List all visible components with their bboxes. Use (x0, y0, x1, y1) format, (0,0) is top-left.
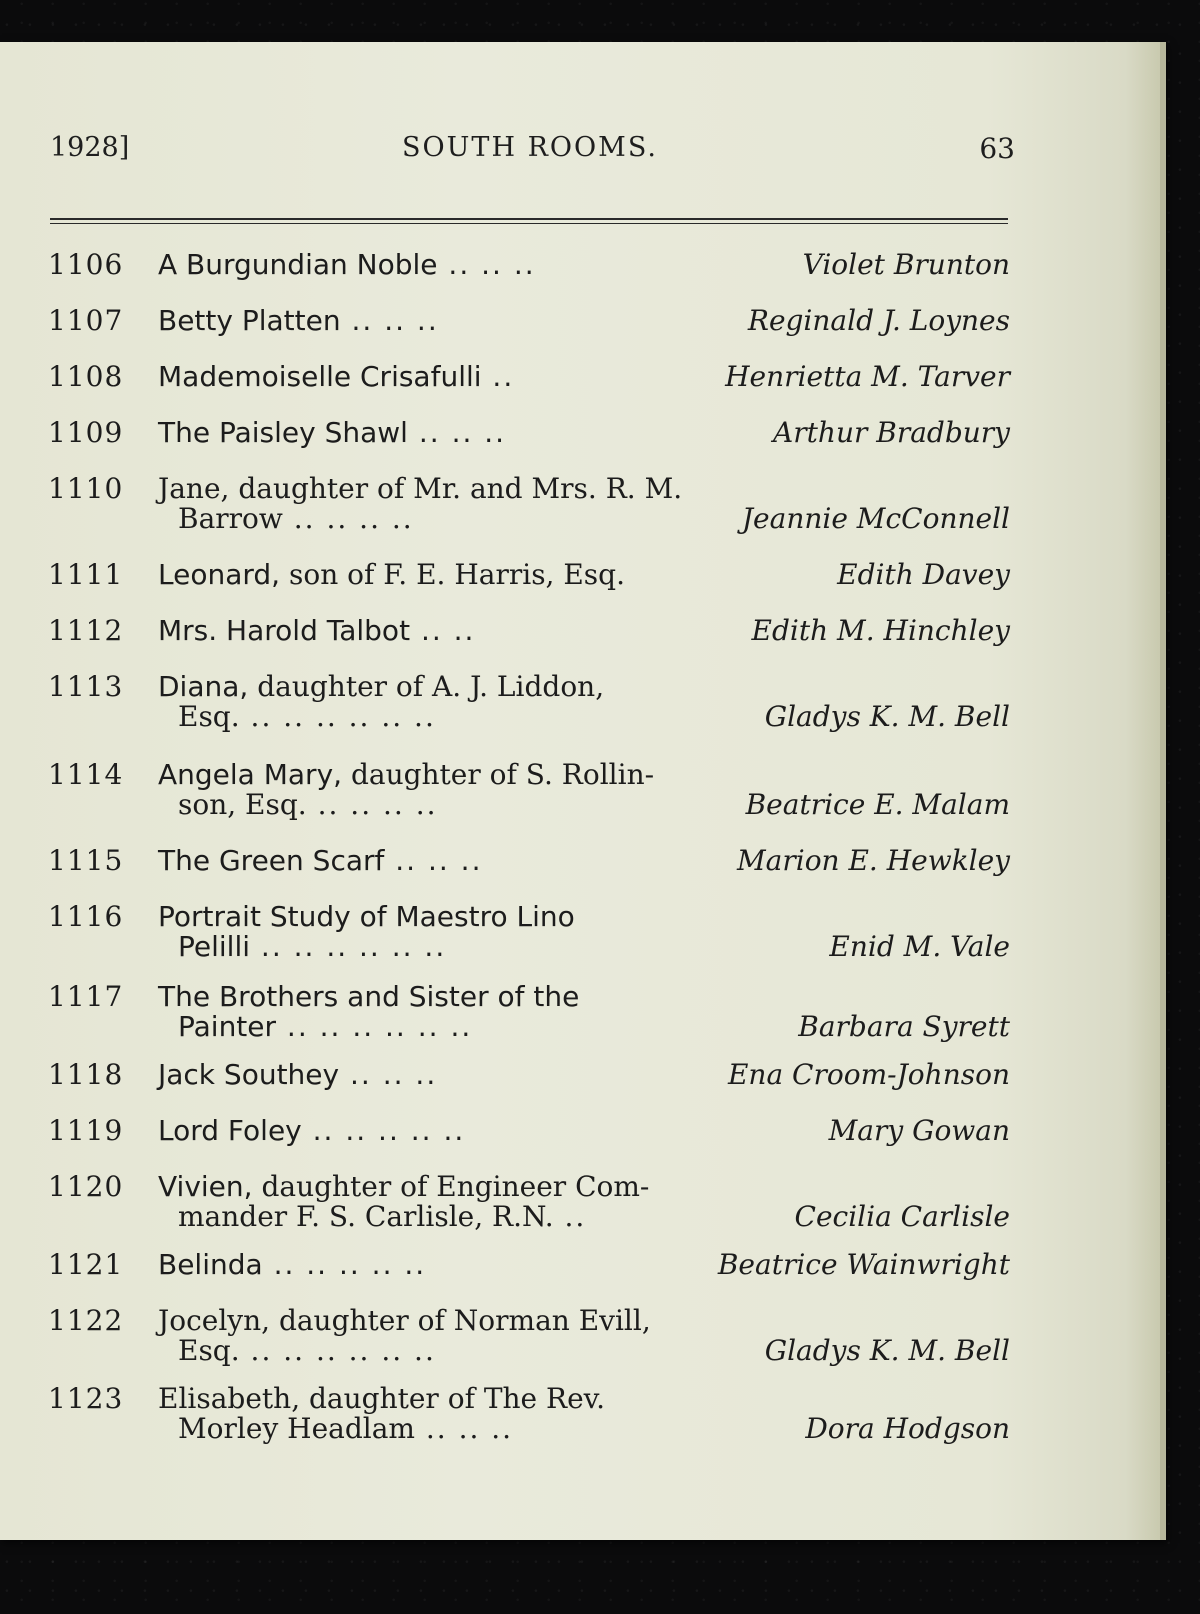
entry-title-continued: Barrow .. .. .. .. (178, 502, 414, 535)
entry-title: Mrs. Harold Talbot .. .. (158, 614, 476, 647)
header-year: 1928] (50, 132, 130, 163)
entry-number: 1121 (48, 1248, 124, 1281)
entry-number: 1109 (48, 416, 124, 449)
header-rule-thin (50, 223, 1008, 224)
entry-title-continued: Esq. .. .. .. .. .. .. (178, 1334, 436, 1367)
entry-number: 1122 (48, 1304, 124, 1337)
entry-artist: Dora Hodgson (805, 1412, 1010, 1445)
entry-title: The Paisley Shawl .. .. .. (158, 416, 507, 449)
leader-dots: .. .. .. (384, 844, 483, 877)
entry-title-continued: Morley Headlam .. .. .. (178, 1412, 514, 1445)
entry-artist: Edith Davey (837, 558, 1010, 591)
header-rule-thick (50, 218, 1008, 220)
entry-title: Jocelyn, daughter of Norman Evill, (158, 1304, 651, 1337)
entry-artist: Cecilia Carlisle (794, 1200, 1010, 1233)
entry-title: Mademoiselle Crisafulli .. (158, 360, 515, 393)
entry-artist: Henrietta M. Tarver (725, 360, 1010, 393)
entry-title-continued: Painter .. .. .. .. .. .. (178, 1010, 473, 1043)
entry-artist: Ena Croom-Johnson (727, 1058, 1010, 1091)
entry-title: Belinda .. .. .. .. .. (158, 1248, 427, 1281)
entry-artist: Reginald J. Loynes (747, 304, 1010, 337)
leader-dots: .. .. .. .. .. .. (239, 700, 436, 733)
page-header (50, 132, 1015, 176)
entry-artist: Arthur Bradbury (773, 416, 1010, 449)
leader-dots: .. .. .. (340, 304, 439, 337)
entry-title: Betty Platten .. .. .. (158, 304, 439, 337)
leader-dots: .. .. .. .. .. (262, 1248, 427, 1281)
entry-number: 1117 (48, 980, 124, 1013)
entry-artist: Jeannie McConnell (741, 502, 1010, 535)
entry-title: Diana, daughter of A. J. Liddon, (158, 670, 605, 703)
entry-artist: Edith M. Hinchley (751, 614, 1010, 647)
entry-artist: Mary Gowan (828, 1114, 1010, 1147)
entry-number: 1118 (48, 1058, 124, 1091)
leader-dots: .. .. .. .. (282, 502, 414, 535)
entry-title-continued: Esq. .. .. .. .. .. .. (178, 700, 436, 733)
entry-title: Angela Mary, daughter of S. Rollin- (158, 758, 655, 791)
entry-number: 1116 (48, 900, 124, 933)
entry-title-continued: Pelilli .. .. .. .. .. .. (178, 930, 447, 963)
entry-number: 1123 (48, 1382, 124, 1415)
entry-title: Vivien, daughter of Engineer Com- (158, 1170, 650, 1203)
entry-title: Jane, daughter of Mr. and Mrs. R. M. (158, 472, 683, 505)
header-page-number: 63 (979, 132, 1015, 165)
entry-number: 1111 (48, 558, 124, 591)
entry-title: Leonard, son of F. E. Harris, Esq. (158, 558, 625, 591)
entry-artist: Enid M. Vale (829, 930, 1010, 963)
entry-number: 1110 (48, 472, 124, 505)
leader-dots: .. .. .. (414, 1412, 514, 1445)
entry-artist: Gladys K. M. Bell (764, 1334, 1010, 1367)
entry-title-continued: mander F. S. Carlisle, R.N. .. (178, 1200, 587, 1233)
leader-dots: .. .. .. (407, 416, 507, 449)
entry-artist: Violet Brunton (802, 248, 1010, 281)
entry-number: 1120 (48, 1170, 124, 1203)
entry-artist: Beatrice E. Malam (745, 788, 1010, 821)
entry-number: 1119 (48, 1114, 124, 1147)
leader-dots: .. (553, 1200, 587, 1233)
leader-dots: .. .. .. .. (306, 788, 438, 821)
entry-artist: Gladys K. M. Bell (764, 700, 1010, 733)
entry-artist: Marion E. Hewkley (737, 844, 1010, 877)
entry-number: 1107 (48, 304, 124, 337)
entry-title: Lord Foley .. .. .. .. .. (158, 1114, 466, 1147)
entry-title: The Brothers and Sister of the (158, 980, 580, 1013)
leader-dots: .. .. .. .. .. .. (276, 1010, 473, 1043)
leader-dots: .. .. (410, 614, 476, 647)
leader-dots: .. .. .. (437, 248, 536, 281)
entry-title-continued: son, Esq. .. .. .. .. (178, 788, 438, 821)
leader-dots: .. .. .. .. .. (301, 1114, 466, 1147)
leader-dots: .. (481, 360, 515, 393)
entry-title: Jack Southey .. .. .. (158, 1058, 438, 1091)
entry-number: 1108 (48, 360, 124, 393)
entry-artist: Beatrice Wainwright (717, 1248, 1010, 1281)
leader-dots: .. .. .. (339, 1058, 438, 1091)
leader-dots: .. .. .. .. .. .. (239, 1334, 436, 1367)
catalogue-page (0, 42, 1166, 1540)
leader-dots: .. .. .. .. .. .. (250, 930, 447, 963)
entry-number: 1115 (48, 844, 124, 877)
entry-title: Elisabeth, daughter of The Rev. (158, 1382, 606, 1415)
entry-number: 1106 (48, 248, 124, 281)
entry-number: 1112 (48, 614, 124, 647)
header-section-title: SOUTH ROOMS. (402, 132, 658, 163)
entry-number: 1114 (48, 758, 124, 791)
entry-number: 1113 (48, 670, 124, 703)
entry-artist: Barbara Syrett (798, 1010, 1010, 1043)
entry-title: Portrait Study of Maestro Lino (158, 900, 575, 933)
entry-title: The Green Scarf .. .. .. (158, 844, 483, 877)
entry-title: A Burgundian Noble .. .. .. (158, 248, 536, 281)
